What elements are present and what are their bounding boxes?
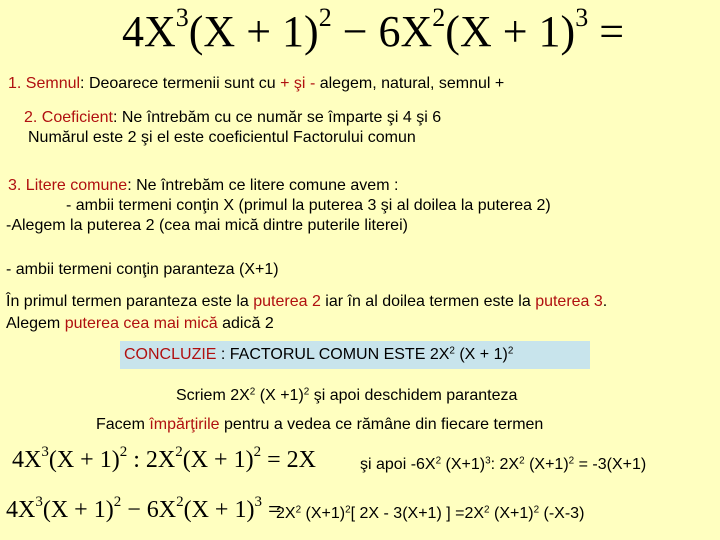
divide-line: Facem împărţirile pentru a vedea ce rămâne din fiecare termen: [96, 416, 544, 433]
letters-detail: - ambii termeni conţin X (primul la puterea 3 şi al doilea la puterea 2): [66, 197, 551, 214]
power-paragraph-line1: În primul termen paranteza este la puterea 2 iar în al doilea termen este la puterea 3.: [6, 293, 608, 310]
power-paragraph-line2: Alegem puterea cea mai mică adică 2: [6, 315, 274, 332]
step-common-letters: 3. Litere comune: Ne întrebăm ce litere comune avem :: [8, 177, 399, 194]
final-expression-left: $4X^3(X + 1)^2 - 6X^2(X + 1)^3$ =: [6, 494, 282, 523]
coefficient-result: Numărul este 2 şi el este coeficientul Factorului comun: [28, 129, 416, 146]
division-second-term: şi apoi $-6X^2$ $(X+1)^3$: $2X^2$ $(X+1)^2 = -3(X+1)$: [360, 455, 647, 473]
division-first-term: $4X^3(X + 1)^2$ : $2X^2(X + 1)^2 = 2X$: [12, 444, 316, 473]
letters-choice: -Alegem la puterea 2 (cea mai mică dintre puterile literei): [6, 217, 408, 234]
step-coefficient: 2. Coeficient: Ne întrebăm cu ce număr se împarte şi 4 şi 6: [24, 109, 442, 126]
parentheses-line: - ambii termeni conţin paranteza (X+1): [6, 261, 279, 278]
step-sign: 1. Semnul: Deoarece termenii sunt cu + şi - alegem, natural, semnul +: [8, 75, 505, 92]
title-expression: $4X^3(X + 1)^2 - 6X^2(X + 1)^3$ =: [122, 3, 625, 56]
conclusion-box: CONCLUZIE : FACTORUL COMUN ESTE $2X^2$ $(X + 1)^2$: [120, 341, 590, 369]
final-expression-right: $2X^2$ $(X+1)^2$[ 2X - 3(X+1) ] $=2X^2$ $(X+1)^2$ (-X-3): [276, 504, 585, 522]
write-line: Scriem $2X^2$ $(X +1)^2$ şi apoi deschidem paranteza: [176, 386, 518, 404]
